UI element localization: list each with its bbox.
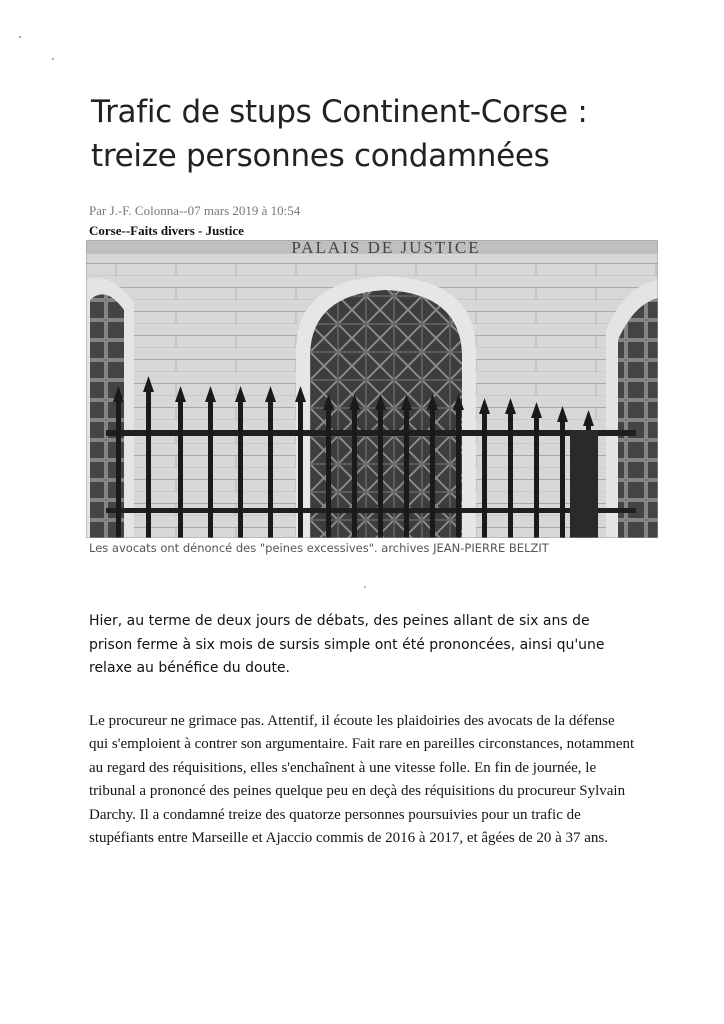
title-line-2: treize personnes condamnées (91, 138, 550, 174)
scan-speck (364, 586, 366, 588)
title-line-1: Trafic de stups Continent-Corse : (91, 94, 588, 130)
scan-speck (19, 36, 21, 38)
article-lead: Hier, au terme de deux jours de débats, des peines allant de six ans de prison ferme à six mois de sursis simple ont été prononcées, ainsi qu'une relaxe au bénéfice du doute. (89, 613, 605, 676)
scan-speck (52, 58, 54, 60)
courthouse-photo (86, 240, 658, 538)
article-byline: Par J.-F. Colonna--07 mars 2019 à 10:54 (89, 203, 301, 218)
photo-caption: Les avocats ont dénoncé des "peines excessives". archives JEAN-PIERRE BELZIT (89, 541, 549, 555)
photo-sign: PALAIS DE JUSTICE (291, 240, 481, 257)
article-title (91, 90, 691, 178)
article-photo (86, 240, 658, 538)
article-section: Corse--Faits divers - Justice (89, 223, 244, 238)
article-body: Le procureur ne grimace pas. Attentif, il écoute les plaidoiries des avocats de la défense qui s'emploient à contrer son argumentaire. Fait rare en pareilles circonstances, notamment au regard des réquisitions, elles s'enchaînent à une vitesse folle. En fin de journée, le tribunal a prononcé des peines quelque peu en deçà des réquisitions du procureur Sylvain Darchy. Il a condamné treize des quatorze personnes poursuivies pour un trafic de stupéfiants entre Marseille et Ajaccio commis de 2016 à 2017, et âgées de 20 à 37 ans. (89, 713, 635, 847)
